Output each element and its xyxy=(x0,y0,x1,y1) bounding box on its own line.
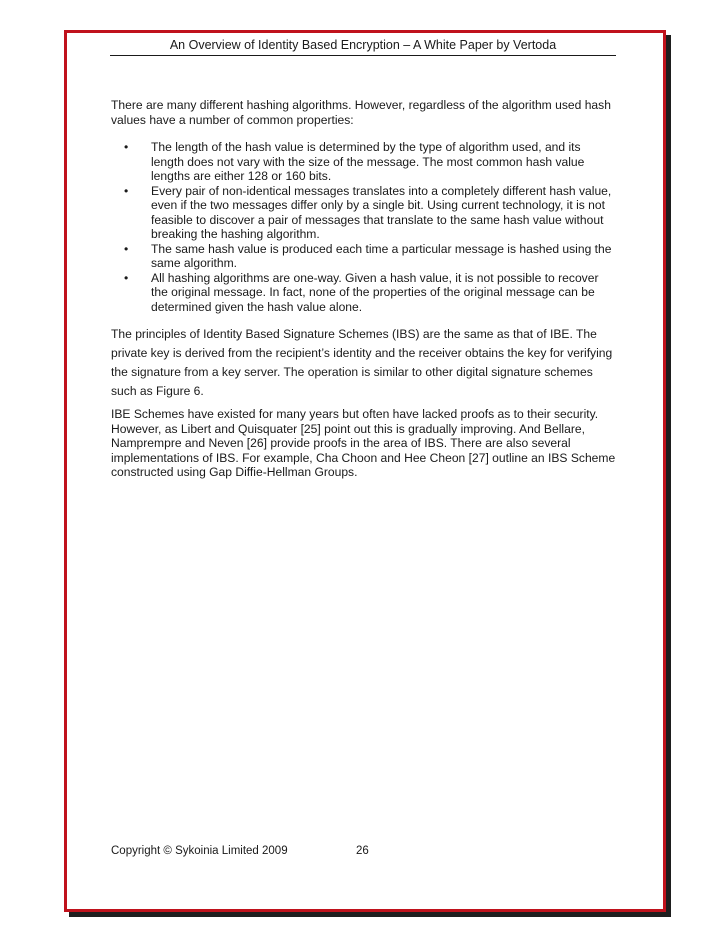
hash-properties-list xyxy=(111,140,616,314)
list-item-text: The length of the hash value is determined by the type of algorithm used, and its length does not vary with the size of the message. The most common hash value lengths are either 128 or 160 bits. xyxy=(151,140,585,183)
bullet-icon: • xyxy=(124,270,129,285)
bullet-icon: • xyxy=(124,241,129,256)
list-item xyxy=(111,271,616,315)
page-number: 26 xyxy=(356,845,369,857)
ibs-paragraph: The principles of Identity Based Signature Schemes (IBS) are the same as that of IBE. The private key is derived from the recipient’s identity and the receiver obtains the key for verifying the signature from a key server. The operation is similar to other digital signature schemes such as Figure 6. xyxy=(111,327,613,398)
list-item-text: Every pair of non-identical messages translates into a completely different hash value, even if the two messages differ only by a single bit. Using current technology, it is not feasible to discover a pair of messages that translate to the same hash value without breaking the hashing algorithm. xyxy=(151,183,612,241)
schemes-paragraph: IBE Schemes have existed for many years but often have lacked proofs as to their security. However, as Libert and Quisquater [25] point out this is gradually improving. And Bellare, Namprempre and Neven [26] provide proofs in the area of IBS. There are also several implementations of IBS. For example, Cha Choon and Hee Cheon [27] outline an IBS Scheme constructed using Gap Diffie-Hellman Groups. xyxy=(111,407,616,479)
header-title: An Overview of Identity Based Encryption – A White Paper by Vertoda xyxy=(169,38,557,52)
list-item-text: All hashing algorithms are one-way. Given a hash value, it is not possible to recover the original message. In fact, none of the properties of the original message can be determined given the hash value alone. xyxy=(151,270,599,314)
page-content xyxy=(111,98,616,480)
footer-copyright: Copyright © Sykoinia Limited 2009 xyxy=(111,845,288,857)
bullet-icon: • xyxy=(124,140,129,154)
page-header xyxy=(110,38,616,56)
list-item xyxy=(111,184,616,242)
list-item xyxy=(111,242,616,271)
list-item-text: The same hash value is produced each time a particular message is hashed using the same algorithm. xyxy=(151,241,612,270)
intro-paragraph: There are many different hashing algorithms. However, regardless of the algorithm used hash values have a number of common properties: xyxy=(111,98,611,127)
list-item xyxy=(111,140,616,184)
bullet-icon: • xyxy=(124,183,129,198)
